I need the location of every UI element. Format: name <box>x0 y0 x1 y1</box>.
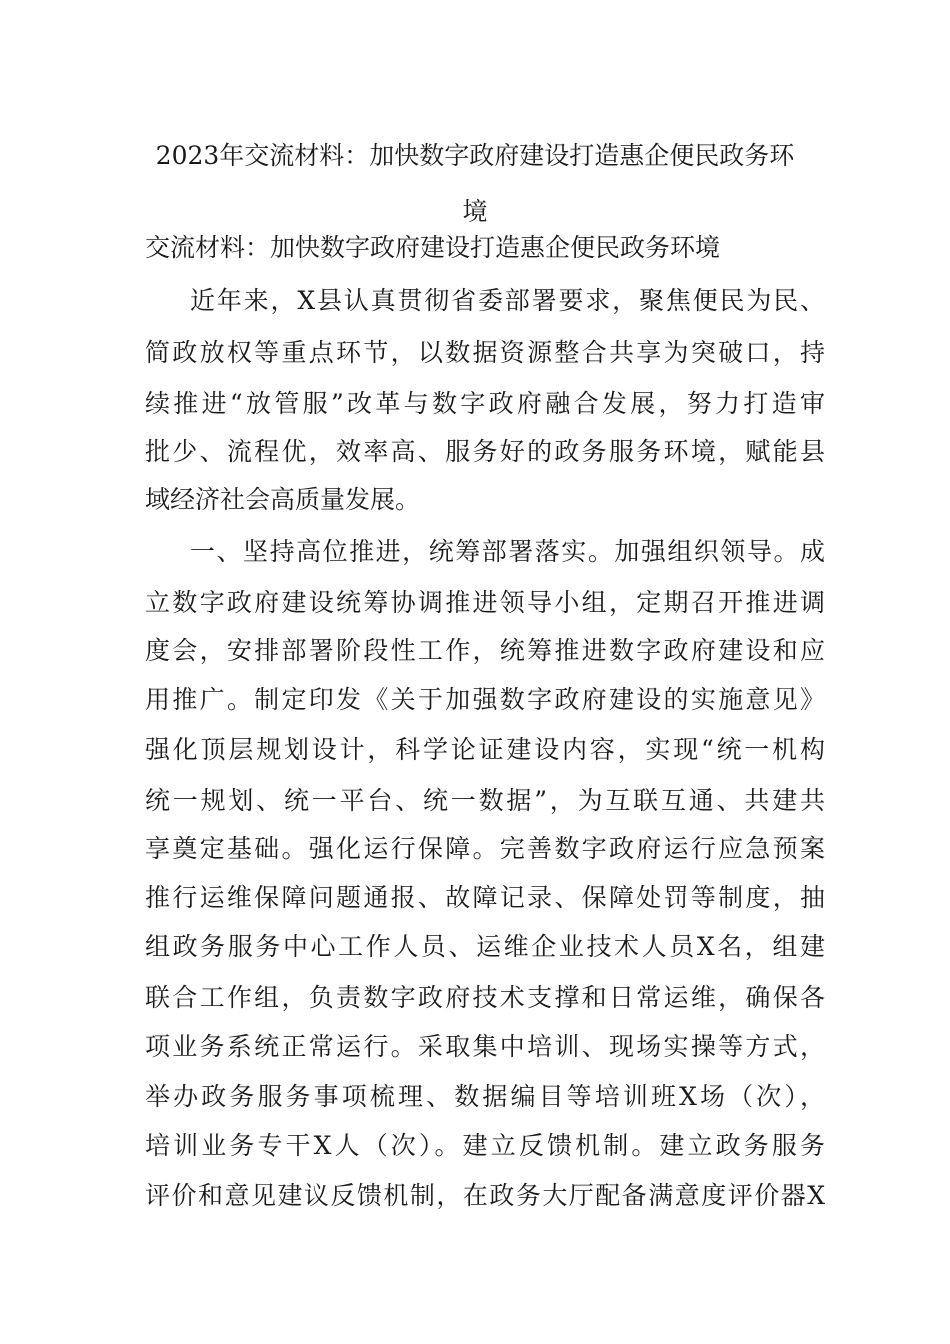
paragraph-line: 评价和意见建议反馈机制，在政务大厅配备满意度评价器X <box>145 1181 825 1210</box>
paragraph-line: 组政务服务中心工作人员、运维企业技术人员X名，组建 <box>145 932 825 961</box>
paragraph-line: 度会，安排部署阶段性工作，统筹推进数字政府建设和应 <box>145 636 825 665</box>
subtitle: 交流材料：加快数字政府建设打造惠企便民政务环境 <box>145 233 721 262</box>
paragraph-line: 批少、流程优，效率高、服务好的政务服务环境，赋能县 <box>145 437 825 466</box>
paragraph-line: 项业务系统正常运行。采取集中培训、现场实操等方式， <box>145 1032 825 1061</box>
paragraph-line: 用推广。制定印发《关于加强数字政府建设的实施意见》 <box>145 685 825 714</box>
title-line-1: 2023年交流材料：加快数字政府建设打造惠企便民政务环 <box>155 141 795 170</box>
paragraph-line: 续推进“放管服”改革与数字政府融合发展，努力打造审 <box>145 389 825 418</box>
title-line-2: 境 <box>462 197 488 226</box>
paragraph-line: 培训业务专干X人（次）。建立反馈机制。建立政务服务 <box>145 1131 825 1160</box>
paragraph-line: 域经济社会高质量发展。 <box>145 485 421 514</box>
paragraph-line: 统一规划、统一平台、统一数据”，为互联互通、共建共 <box>145 786 825 815</box>
paragraph-line: 简政放权等重点环节，以数据资源整合共享为突破口，持 <box>145 338 825 367</box>
paragraph-line: 举办政务服务事项梳理、数据编目等培训班X场（次）， <box>145 1082 825 1111</box>
document-title <box>130 128 820 240</box>
paragraph-line: 享奠定基础。强化运行保障。完善数字政府运行应急预案 <box>145 834 825 863</box>
paragraph-line: 一、坚持高位推进，统筹部署落实。加强组织领导。成 <box>190 537 825 566</box>
paragraph-line: 联合工作组，负责数字政府技术支撑和日常运维，确保各 <box>145 983 825 1012</box>
paragraph-line: 立数字政府建设统筹协调推进领导小组，定期召开推进调 <box>145 588 825 617</box>
paragraph-line: 推行运维保障问题通报、故障记录、保障处罚等制度，抽 <box>145 883 825 912</box>
paragraph-line: 近年来，X县认真贯彻省委部署要求，聚焦便民为民、 <box>190 286 825 315</box>
paragraph-line: 强化顶层规划设计，科学论证建设内容，实现“统一机构 <box>145 735 825 764</box>
